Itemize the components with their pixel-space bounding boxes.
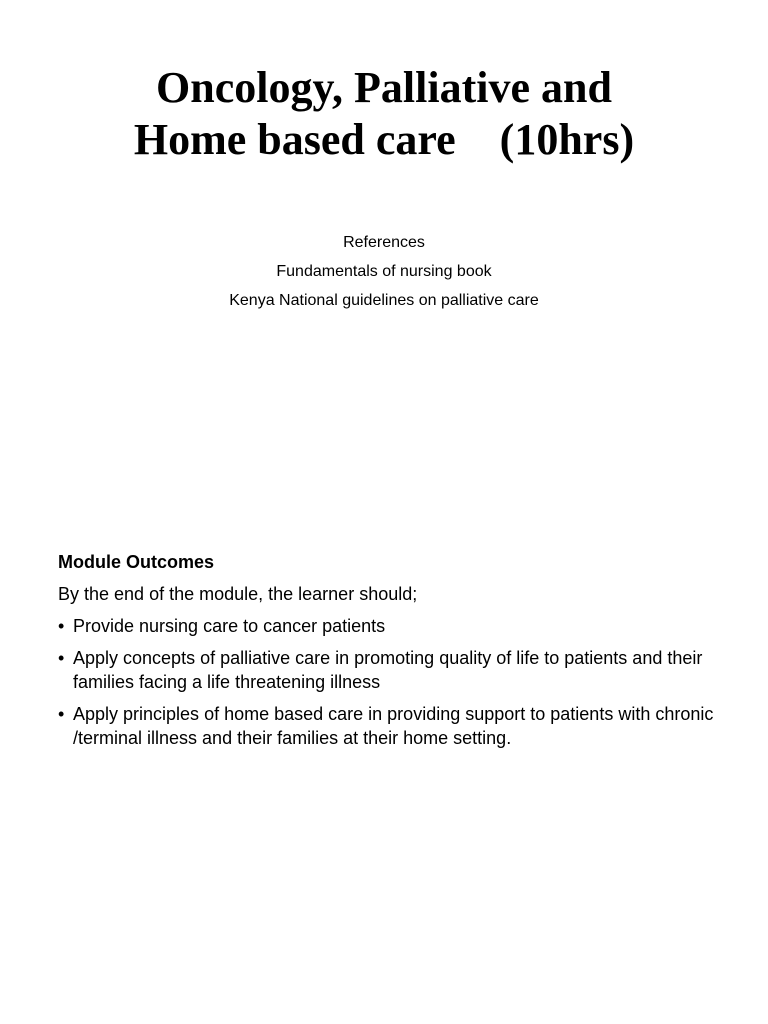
- references-block: [0, 228, 768, 315]
- bullet-icon: •: [58, 616, 65, 636]
- outcome-text: Provide nursing care to cancer patients: [73, 616, 386, 636]
- outcome-list: [58, 614, 738, 750]
- list-item: [58, 646, 738, 694]
- page-title: [0, 62, 768, 166]
- module-outcomes: [58, 550, 738, 758]
- references-heading: References: [343, 234, 425, 251]
- list-item: [58, 614, 738, 638]
- reference-item: Fundamentals of nursing book: [276, 263, 492, 280]
- bullet-icon: •: [58, 648, 65, 668]
- outcome-text: Apply concepts of palliative care in promoting quality of life to patients and their families facing a life threatening illness: [73, 648, 703, 692]
- bullet-icon: •: [58, 704, 65, 724]
- title-line-2: Home based care (10hrs): [133, 115, 635, 164]
- outcomes-intro: By the end of the module, the learner should;: [58, 584, 418, 604]
- list-item: [58, 702, 738, 750]
- slide-outcomes: [0, 512, 768, 1024]
- outcomes-heading: Module Outcomes: [58, 552, 215, 572]
- title-line-1: Oncology, Palliative and: [156, 63, 612, 112]
- outcome-text: Apply principles of home based care in providing support to patients with chronic /terminal illness and their families at their home setting.: [73, 704, 714, 748]
- reference-item: Kenya National guidelines on palliative care: [229, 292, 539, 309]
